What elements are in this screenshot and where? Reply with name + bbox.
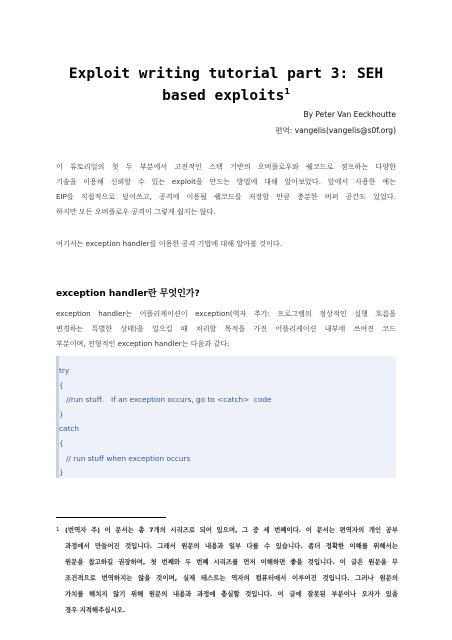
footnote-mark: 1 [56,527,60,533]
title-line-1: Exploit writing tutorial part 3: SEH [68,66,384,82]
title-line-2-text: based exploits [162,87,285,104]
intro-line: 하지만 모든 오버플로우 공격이 그렇게 쉽지는 않다. [56,207,216,216]
section-heading: exception handler란 무엇인가? [56,289,200,299]
body-line: 부분이며, 전형적인 exception handler는 다음과 같다: [56,339,230,348]
code-line: } [59,409,64,419]
footnote-line: 경우 지적해주십시오. [65,606,126,614]
translator-line [275,125,396,136]
code-line: // run stuff when exception occurs [59,453,191,463]
title-line-2 [0,87,452,104]
code-line: try [59,366,70,375]
intro2-line: 여기서는 exception handler를 이용한 공격 기법에 대해 알아볼 것이다. [56,239,282,248]
body-line: 변경하는 특별한 상태)을 일으킬 때 처리할 목적을 가진 어플리케이션 내부에 쓰여진 코드 [56,324,396,333]
footnote [56,522,398,618]
intro-line: EIP를 직접적으로 덮어쓰고, 공격에 이용될 쉘코드를 저장할 만큼 충분한 버퍼 공간도 있었다. [56,192,396,201]
body-line: exception handler는 어플리케이션이 exception(역자 추가: 프로그램의 정상적인 실행 흐름을 [56,309,396,318]
code-line: { [59,380,64,390]
intro-line: 이 튜토리얼의 첫 두 부분에서 고전적인 스택 기반의 오버플로우와 쉘코드로 점프하는 다양한 [56,162,396,171]
footnote-divider [56,517,166,518]
footnote-line: 가치를 해치지 않기 위해 원문의 내용과 과정에 충실할 것입니다. 이 글에 잘못된 부분이나 오자가 있을 [65,590,398,598]
intro-paragraph [56,159,396,219]
intro-paragraph-2 [56,236,396,251]
code-block [56,356,396,478]
code-line: catch [59,424,79,434]
footnote-line: (번역자 주) 이 문서는 총 7개의 시리즈로 되어 있으며, 그 중 세 번째이다. 이 문서는 편역자의 개인 공부 [65,526,398,534]
code-line: //run stuff. If an exception occurs, go to <catch> code [59,395,272,405]
footnote-body [56,522,398,618]
code-line: { [59,438,64,448]
translator-contact: vangelis(vangelis@s0f.org) [294,126,396,135]
intro-line: 기술을 이용해 신뢰할 수 있는 exploit을 만드는 방법에 대해 알아보았다. 앞에서 사용한 예는 [56,177,396,186]
author-line: By Peter Van Eeckhoutte [303,110,396,119]
footnote-line: 조건적으로 번역하지는 않을 것이며, 실제 테스트는 역자의 컴퓨터에서 이루어진 것입니다. 그러나 원문의 [65,574,398,582]
translator-label: 편역: [275,126,293,135]
body-paragraph [56,306,396,351]
footnote-line: 원문을 참고하길 권장하며, 첫 번째와 두 번째 시리즈를 먼저 이해하면 좋을 것입니다. 이 글은 원문을 무 [65,558,398,566]
footnote-line: 과정에서 만들어진 것입니다. 그래서 원문의 내용과 일부 다를 수 있습니다. 좀더 정확한 이해를 위해서는 [65,542,398,550]
title-footnote-ref: 1 [284,87,290,96]
code-line: } [59,468,64,478]
